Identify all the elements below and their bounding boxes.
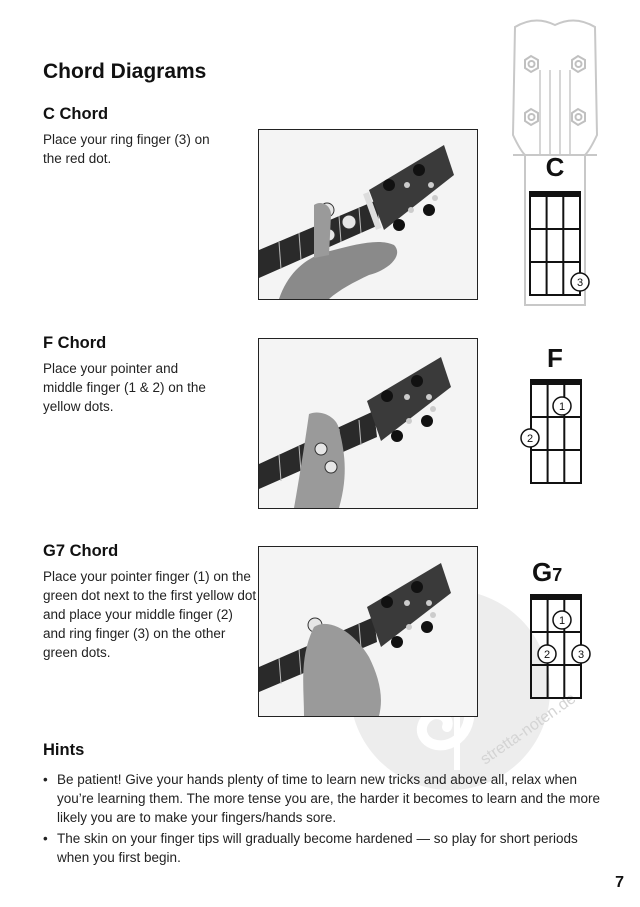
bullet: •	[43, 772, 48, 787]
f-chord-heading: F Chord	[43, 334, 107, 352]
g7-diagram-label-sub: 7	[552, 565, 563, 585]
c-chord-diagram	[525, 190, 595, 300]
c-diagram-label: C	[545, 152, 565, 182]
f-chord-diagram	[515, 378, 590, 488]
page-title: Chord Diagrams	[43, 60, 207, 83]
c-chord-heading: C Chord	[43, 105, 109, 123]
hints-list	[43, 770, 603, 869]
g7-diagram-label	[532, 557, 582, 588]
g7-chord-description: Place your pointer finger (1) on the green dot next to the first yellow dot and place your middle finger (2) and ring finger (3) on the other green dots.	[43, 569, 257, 660]
g7-finger-1: 1	[558, 615, 566, 627]
hint-text: Be patient! Give your hands plenty of time to learn new tricks and above all, relax when you’re learning them. The more tense you are, the harder it becomes to learn and the more likely you are to make your fingers/hands sore.	[57, 772, 601, 825]
f-diagram-label: F	[547, 343, 563, 373]
g7-diagram-label-main: G	[532, 557, 553, 587]
list-item	[43, 770, 603, 827]
bullet: •	[43, 831, 48, 846]
f-chord-photo	[258, 338, 478, 509]
watermark-text: stretta-noten.de	[477, 690, 580, 769]
g7-finger-3: 3	[577, 649, 585, 661]
hints-heading: Hints	[43, 741, 85, 759]
g7-finger-2: 2	[543, 649, 551, 661]
g7-chord-photo	[258, 546, 478, 717]
f-finger-2: 2	[526, 433, 534, 445]
g7-chord-heading: G7 Chord	[43, 542, 119, 560]
g7-chord-diagram	[520, 593, 600, 703]
c-chord-photo	[258, 129, 478, 300]
list-item	[43, 829, 603, 867]
f-finger-1: 1	[558, 401, 566, 413]
c-chord-description: Place your ring finger (3) on the red dot.	[43, 132, 210, 166]
c-finger-3: 3	[576, 277, 584, 289]
hint-text: The skin on your finger tips will gradually become hardened — so play for short periods when you first begin.	[57, 831, 578, 865]
page-number: 7	[615, 874, 624, 891]
f-chord-description: Place your pointer and middle finger (1 & 2) on the yellow dots.	[43, 361, 206, 414]
